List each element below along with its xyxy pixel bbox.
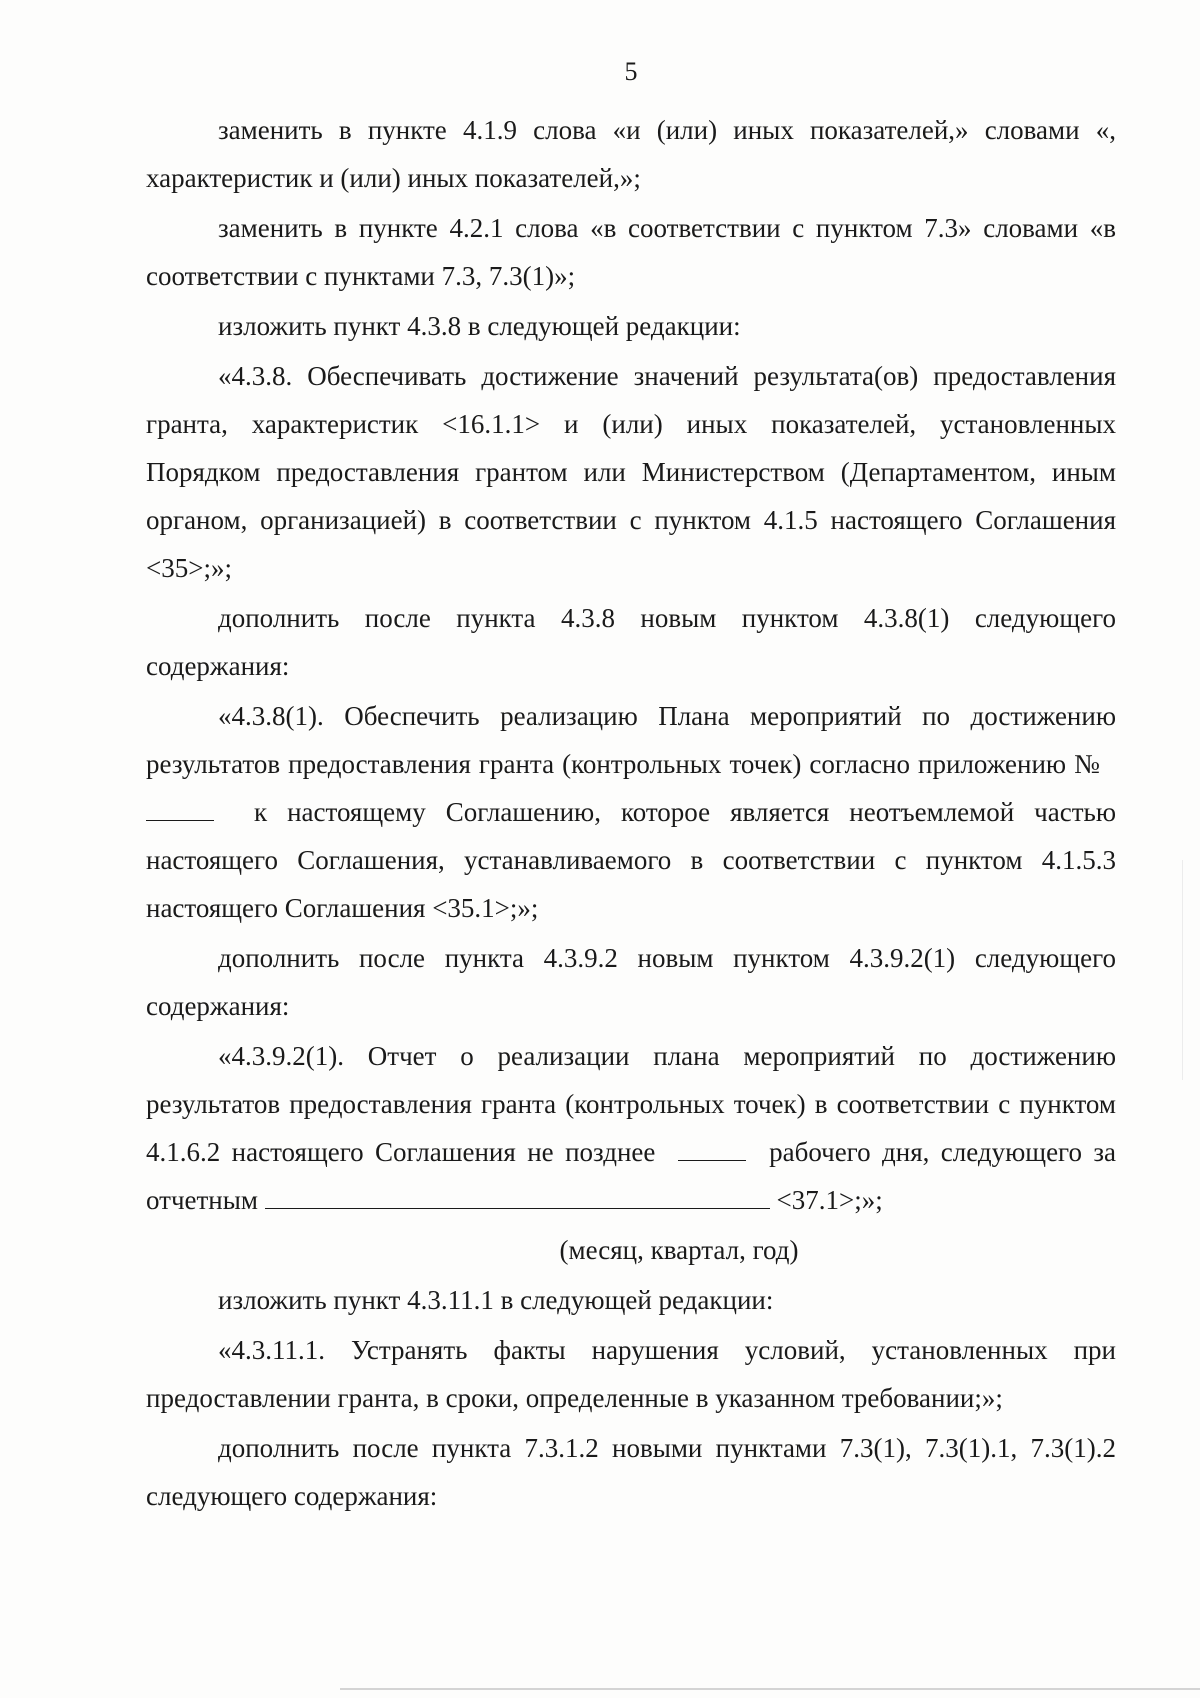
paragraph-replace-4-2-1: заменить в пункте 4.2.1 слова «в соответствии с пунктом 7.3» словами «в соответствии с пунктами 7.3, 7.3(1)»; bbox=[146, 213, 1116, 291]
document-body bbox=[146, 106, 1116, 1522]
paragraph-text-4-3-8-1-end: к настоящему Соглашению, которое является неотъемлемой частью настоящего Соглашения, устанавливаемого в соответствии с пунктом 4.1.5.3 настоящего Соглашения <35.1>;»; bbox=[146, 797, 1117, 923]
scan-bottom-line bbox=[340, 1688, 1200, 1690]
paragraph-text-4-3-9-2-1-end: <37.1>;»; bbox=[776, 1185, 883, 1215]
appendix-number-blank bbox=[146, 794, 214, 821]
paragraph-add-4-3-8-1: дополнить после пункта 4.3.8 новым пунктом 4.3.8(1) следующего содержания: bbox=[146, 603, 1116, 681]
reporting-period-blank bbox=[265, 1182, 770, 1209]
scan-edge-mark bbox=[1182, 860, 1183, 1080]
paragraph-add-7-3-1: дополнить после пункта 7.3.1.2 новыми пунктами 7.3(1), 7.3(1).1, 7.3(1).2 следующего содержания: bbox=[146, 1433, 1116, 1511]
paragraph-add-4-3-9-2-1: дополнить после пункта 4.3.9.2 новым пунктом 4.3.9.2(1) следующего содержания: bbox=[146, 943, 1116, 1021]
page-number: 5 bbox=[624, 57, 638, 86]
reporting-period-caption: (месяц, квартал, год) bbox=[559, 1235, 799, 1265]
paragraph-restate-4-3-8: изложить пункт 4.3.8 в следующей редакции: bbox=[218, 311, 741, 341]
paragraph-text-4-3-9-2-1 bbox=[146, 1032, 1116, 1224]
paragraph-text-4-3-8-1 bbox=[146, 692, 1116, 932]
paragraph-text-4-3-8: «4.3.8. Обеспечивать достижение значений результата(ов) предоставления гранта, характеристик <16.1.1> и (или) иных показателей, установленных Порядком предоставления грантом или Министерством (Департаментом, иным органом, организацией) в соответствии с пунктом 4.1.5 настоящего Соглашения <35>;»; bbox=[146, 361, 1116, 583]
paragraph-text-4-3-9-2-1-start: «4.3.9.2(1). Отчет о реализации плана мероприятий по достижению результатов предоставления гранта (контрольных точек) в соответствии с пунктом 4.1.6.2 настоящего Соглашения не позднее bbox=[146, 1041, 1116, 1167]
paragraph-replace-4-1-9: заменить в пункте 4.1.9 слова «и (или) иных показателей,» словами «, характеристик и (или) иных показателей,»; bbox=[146, 115, 1116, 193]
paragraph-text-4-3-9-2-1-middle: рабочего дня, следующего за отчетным bbox=[146, 1137, 1117, 1215]
paragraph-text-4-3-8-1-start: «4.3.8(1). Обеспечить реализацию Плана мероприятий по достижению результатов предоставления гранта (контрольных точек) согласно приложению № bbox=[146, 701, 1116, 779]
working-day-blank bbox=[678, 1134, 746, 1161]
paragraph-restate-4-3-11-1: изложить пункт 4.3.11.1 в следующей редакции: bbox=[218, 1285, 774, 1315]
paragraph-text-4-3-11-1: «4.3.11.1. Устранять факты нарушения условий, установленных при предоставлении гранта, в сроки, определенные в указанном требовании;»; bbox=[146, 1335, 1116, 1413]
